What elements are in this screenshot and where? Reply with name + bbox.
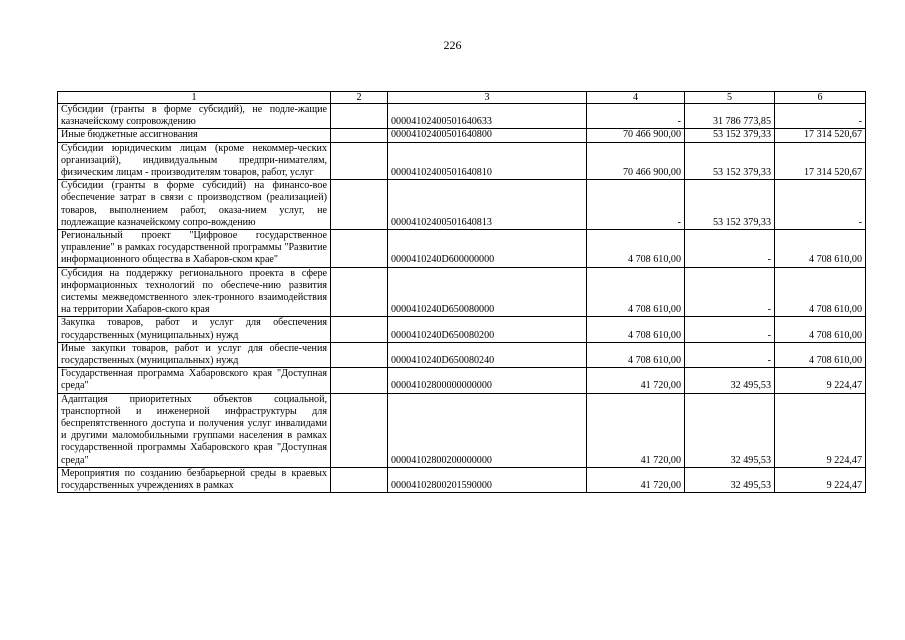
row-value-6: 4 708 610,00	[775, 267, 866, 317]
row-value-4: 70 466 900,00	[587, 142, 685, 180]
table-row	[58, 230, 866, 268]
row-code: 00004102400501640800	[388, 129, 587, 142]
row-code: 0000410240D600000000	[388, 230, 587, 268]
row-value-5: 32 495,53	[685, 467, 775, 492]
row-value-5: 32 495,53	[685, 368, 775, 393]
row-code: 00004102800000000000	[388, 368, 587, 393]
column-header-4: 4	[587, 92, 685, 104]
table-row	[58, 368, 866, 393]
row-value-4: 4 708 610,00	[587, 230, 685, 268]
row-name: Иные закупки товаров, работ и услуг для обеспе-чения государственных (муниципальных) нужд	[58, 342, 331, 367]
table-row	[58, 180, 866, 230]
row-value-4: -	[587, 104, 685, 129]
row-value-5: 53 152 379,33	[685, 180, 775, 230]
row-value-6: 4 708 610,00	[775, 342, 866, 367]
row-name: Региональный проект "Цифровое государственное управление" в рамках государственной программы "Развитие информационного общества в Хабаров-ском крае"	[58, 230, 331, 268]
row-code: 0000410240D650080240	[388, 342, 587, 367]
row-name: Субсидия на поддержку регионального проекта в сфере информационных технологий по обеспече-нию развития системы межведомственного элек-тронного взаимодействия на территории Хабаров-ского края	[58, 267, 331, 317]
row-col2	[331, 230, 388, 268]
row-value-6: 9 224,47	[775, 467, 866, 492]
table-row	[58, 393, 866, 467]
budget-table	[57, 91, 866, 493]
row-code: 00004102400501640813	[388, 180, 587, 230]
row-code: 0000410240D650080000	[388, 267, 587, 317]
row-value-4: 4 708 610,00	[587, 342, 685, 367]
row-value-5: 32 495,53	[685, 393, 775, 467]
row-name: Мероприятия по созданию безбарьерной среды в краевых государственных учреждениях в рамках	[58, 467, 331, 492]
table-row	[58, 317, 866, 342]
table-row	[58, 342, 866, 367]
row-name: Субсидии юридическим лицам (кроме некоммер-ческих организаций), индивидуальным предпри-нимателям, физическим лицам - производителям товаров, работ, услуг	[58, 142, 331, 180]
row-value-6: 4 708 610,00	[775, 317, 866, 342]
row-col2	[331, 342, 388, 367]
column-header-3: 3	[388, 92, 587, 104]
column-header-5: 5	[685, 92, 775, 104]
row-name: Закупка товаров, работ и услуг для обеспечения государственных (муниципальных) нужд	[58, 317, 331, 342]
row-col2	[331, 180, 388, 230]
row-col2	[331, 467, 388, 492]
row-code: 00004102400501640810	[388, 142, 587, 180]
row-name: Субсидии (гранты в форме субсидий), не подле-жащие казначейскому сопровождению	[58, 104, 331, 129]
row-name: Иные бюджетные ассигнования	[58, 129, 331, 142]
row-value-5: -	[685, 230, 775, 268]
table-row	[58, 467, 866, 492]
row-value-5: -	[685, 317, 775, 342]
row-value-5: 53 152 379,33	[685, 129, 775, 142]
row-value-6: 9 224,47	[775, 393, 866, 467]
row-col2	[331, 368, 388, 393]
row-value-4: -	[587, 180, 685, 230]
row-value-4: 41 720,00	[587, 467, 685, 492]
row-col2	[331, 104, 388, 129]
row-code: 00004102800200000000	[388, 393, 587, 467]
row-col2	[331, 267, 388, 317]
row-col2	[331, 129, 388, 142]
table-row	[58, 104, 866, 129]
row-value-6: 17 314 520,67	[775, 142, 866, 180]
table-row	[58, 267, 866, 317]
row-value-4: 41 720,00	[587, 368, 685, 393]
row-value-5: 53 152 379,33	[685, 142, 775, 180]
row-value-4: 70 466 900,00	[587, 129, 685, 142]
row-value-6: -	[775, 104, 866, 129]
column-header-2: 2	[331, 92, 388, 104]
row-value-6: 9 224,47	[775, 368, 866, 393]
row-value-5: -	[685, 267, 775, 317]
row-code: 00004102800201590000	[388, 467, 587, 492]
table-header-row	[58, 92, 866, 104]
row-code: 00004102400501640633	[388, 104, 587, 129]
row-value-5: 31 786 773,85	[685, 104, 775, 129]
column-header-6: 6	[775, 92, 866, 104]
table-row	[58, 142, 866, 180]
row-value-4: 4 708 610,00	[587, 267, 685, 317]
row-col2	[331, 393, 388, 467]
column-header-1: 1	[58, 92, 331, 104]
table-row	[58, 129, 866, 142]
row-name: Адаптация приоритетных объектов социальной, транспортной и инженерной инфраструктуры для беспрепятственного доступа и получения услуг инвалидами и другими маломобильными группами населения в рамках государственной программы Хабаровского края "Доступная среда"	[58, 393, 331, 467]
row-value-6: 4 708 610,00	[775, 230, 866, 268]
row-name: Субсидии (гранты в форме субсидий) на финансо-вое обеспечение затрат в связи с производством (реализацией) товаров, выполнением работ, оказа-нием услуг, не подлежащие казначейскому сопро-вождению	[58, 180, 331, 230]
row-col2	[331, 317, 388, 342]
row-value-6: -	[775, 180, 866, 230]
row-value-6: 17 314 520,67	[775, 129, 866, 142]
page-number: 226	[443, 38, 462, 52]
row-value-4: 4 708 610,00	[587, 317, 685, 342]
row-col2	[331, 142, 388, 180]
row-code: 0000410240D650080200	[388, 317, 587, 342]
row-value-4: 41 720,00	[587, 393, 685, 467]
row-value-5: -	[685, 342, 775, 367]
row-name: Государственная программа Хабаровского края "Доступная среда"	[58, 368, 331, 393]
